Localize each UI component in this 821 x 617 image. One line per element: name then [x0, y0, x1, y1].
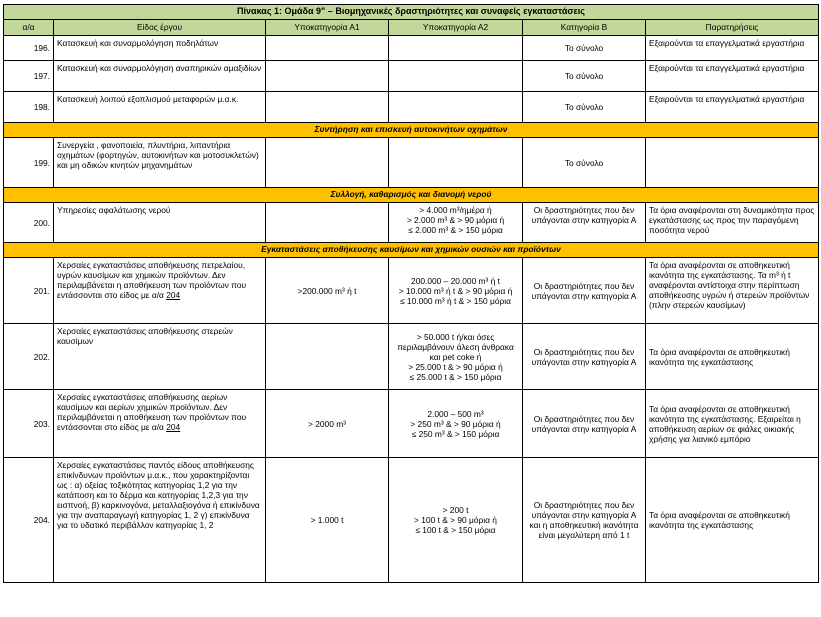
- a2-cell: [389, 258, 523, 324]
- a1-cell: > 2000 m³: [266, 390, 389, 458]
- a2-line: > 200 t: [442, 505, 469, 515]
- a2-cell: [389, 36, 523, 61]
- table-row: [4, 138, 819, 188]
- project-type-text: Χερσαίες εγκαταστάσεις αποθήκευσης αερίων καυσίμων και αερίων χημικών προϊόντων. Δεν περιλαμβάνεται η αποθήκευση των προϊόντων που εντάσσονται στο είδος με α/α: [57, 392, 247, 432]
- reference-link[interactable]: 204: [166, 422, 181, 432]
- a2-line: > 2.000 m³ & > 90 μόρια ή: [406, 215, 505, 225]
- section-title-water: Συλλογή, καθαρισμός και διανομή νερού: [4, 188, 819, 203]
- category-b-cell: Το σύνολο: [523, 138, 646, 188]
- notes-cell: Εξαιρούνται τα επαγγελματικά εργαστήρια: [646, 92, 819, 123]
- a2-cell: [389, 61, 523, 92]
- notes-cell: Τα όρια αναφέρονται σε αποθηκευτική ικανότητα της εγκατάστασης. Εξαιρείται η αποθήκευση αερίων σε φιάλες οικιακής χρήσης για λιανικό εμπόριο: [646, 390, 819, 458]
- table-row: [4, 390, 819, 458]
- a2-line: > 100 t & > 90 μόρια ή: [414, 515, 497, 525]
- a1-cell: >200.000 m³ ή t: [266, 258, 389, 324]
- row-number: 196.: [4, 36, 54, 61]
- notes-cell: Εξαιρούνται τα επαγγελματικά εργαστήρια: [646, 36, 819, 61]
- a2-cell: [389, 324, 523, 390]
- project-type-cell: Συνεργεία , φανοποιεία, πλυντήρια, λιπαντήρια οχημάτων (φορτηγών, αυτοκινήτων και μοτοσυκλετών) και μη οδικών κινητών μηχανημάτων: [54, 138, 266, 188]
- a2-line: > 25.000 t & > 90 μόρια ή: [408, 361, 503, 372]
- table-row: [4, 458, 819, 583]
- section-row: [4, 188, 819, 203]
- category-b-cell: Οι δραστηριότητες που δεν υπάγονται στην κατηγορία Α και η αποθηκευτική ικανότητα είναι μεγαλύτερη από 1 t: [523, 458, 646, 583]
- project-type-cell: Κατασκευή και συναρμολόγηση αναπηρικών αμαξιδίων: [54, 61, 266, 92]
- category-b-cell: Το σύνολο: [523, 61, 646, 92]
- header-project-type: Είδος έργου: [54, 20, 266, 36]
- project-type-text: Χερσαίες εγκαταστάσεις αποθήκευσης πετρελαίου, υγρών καυσίμων και χημικών προϊόντων. Δεν περιλαμβάνεται η αποθήκευση των προϊόντων που εντάσσονται στο είδος με α/α: [57, 260, 247, 300]
- project-type-cell: Κατασκευή λοιπού εξοπλισμού μεταφορών μ.α.κ.: [54, 92, 266, 123]
- a2-cell: [389, 138, 523, 188]
- project-type-cell: Χερσαίες εγκαταστάσεις αποθήκευσης στερεών καυσίμων: [54, 324, 266, 390]
- table-title-row: [4, 5, 819, 20]
- section-row: [4, 123, 819, 138]
- section-title-fuel-storage: Εγκαταστάσεις αποθήκευσης καυσίμων και χημικών ουσιών και προϊόντων: [4, 243, 819, 258]
- a2-line: ≤ 250 m³ & > 150 μόρια: [411, 428, 500, 439]
- table-title: Πίνακας 1: Ομάδα 9" – Βιομηχανικές δραστηριότητες και συναφείς εγκαταστάσεις: [4, 5, 819, 20]
- a1-cell: [266, 36, 389, 61]
- project-type-cell: Χερσαίες εγκαταστάσεις παντός είδους αποθήκευσης επικίνδυνων προϊόντων μ.α.κ., που χαρακτηρίζονται ως : α) οξείας τοξικότητας κατηγορίας 1,2 για την κατάποση και το δέρμα και κατηγορίας 1,2,3 για την εισπνοή, β) καρκινογόνα, μεταλλαξιογόνα ή επικίνδυνα για την αναπαραγωγή κατηγορίας 1, 2 γ) επικίνδυνα για το υδατικό περιβάλλον κατηγορίας 1, 2: [54, 458, 266, 583]
- row-number: 204.: [4, 458, 54, 583]
- a1-cell: [266, 203, 389, 243]
- row-number: 203.: [4, 390, 54, 458]
- a1-cell: [266, 138, 389, 188]
- table-row: [4, 203, 819, 243]
- header-notes: Παρατηρήσεις: [646, 20, 819, 36]
- a2-line: 2.000 – 500 m³: [427, 408, 484, 419]
- a2-line: ≤ 10.000 m³ ή t & > 150 μόρια: [400, 295, 511, 306]
- project-type-cell: [54, 258, 266, 324]
- table-row: [4, 61, 819, 92]
- row-number: 197.: [4, 61, 54, 92]
- notes-cell: Τα όρια αναφέρονται σε αποθηκευτική ικανότητα της εγκατάστασης: [646, 458, 819, 583]
- a2-line: ≤ 100 t & > 150 μόρια: [415, 525, 496, 535]
- table-row: [4, 258, 819, 324]
- notes-cell: Εξαιρούνται τα επαγγελματικά εργαστήρια: [646, 61, 819, 92]
- a1-cell: > 1.000 t: [266, 458, 389, 583]
- a1-cell: [266, 61, 389, 92]
- header-category-b: Κατηγορία Β: [523, 20, 646, 36]
- a2-line: ≤ 2.000 m³ & > 150 μόρια: [408, 225, 503, 235]
- a2-line: > 50.000 t ή/και όσες περιλαμβάνουν άλεση άνθρακα και pet coke ή: [397, 331, 514, 362]
- row-number: 198.: [4, 92, 54, 123]
- reference-link[interactable]: 204: [166, 290, 181, 300]
- project-type-cell: Κατασκευή και συναρμολόγηση ποδηλάτων: [54, 36, 266, 61]
- table-row: [4, 324, 819, 390]
- a2-line: ≤ 25.000 t & > 150 μόρια: [409, 371, 502, 382]
- category-b-cell: Το σύνολο: [523, 92, 646, 123]
- a2-cell: [389, 458, 523, 583]
- notes-cell: Τα όρια αναφέρονται σε αποθηκευτική ικανότητα της εγκατάστασης: [646, 324, 819, 390]
- a2-line: > 10.000 m³ ή t & > 90 μόρια ή: [398, 285, 513, 296]
- project-type-cell: Υπηρεσίες αφαλάτωσης νερού: [54, 203, 266, 243]
- a1-cell: [266, 324, 389, 390]
- category-b-cell: Οι δραστηριότητες που δεν υπάγονται στην κατηγορία Α: [523, 258, 646, 324]
- category-b-cell: Οι δραστηριότητες που δεν υπάγονται στην κατηγορία Α: [523, 324, 646, 390]
- section-title-vehicle-repair: Συντήρηση και επισκευή αυτοκινήτων οχημάτων: [4, 123, 819, 138]
- section-row: [4, 243, 819, 258]
- category-b-cell: Οι δραστηριότητες που δεν υπάγονται στην κατηγορία Α: [523, 390, 646, 458]
- row-number: 200.: [4, 203, 54, 243]
- table-row: [4, 36, 819, 61]
- a2-cell: [389, 390, 523, 458]
- activities-table: [3, 4, 819, 583]
- a2-cell: [389, 92, 523, 123]
- a2-line: 200.000 – 20.000 m³ ή t: [411, 275, 500, 286]
- row-number: 199.: [4, 138, 54, 188]
- header-subcategory-a2: Υποκατηγορία Α2: [389, 20, 523, 36]
- table-row: [4, 92, 819, 123]
- a2-line: > 250 m³ & > 90 μόρια ή: [410, 418, 501, 429]
- row-number: 201.: [4, 258, 54, 324]
- notes-cell: Τα όρια αναφέρονται σε αποθηκευτική ικανότητα της εγκατάστασης. Τα m³ ή t αναφέρονται αντίστοιχα στην περίπτωση αποθήκευσης υγρών ή στερεών προϊόντων (πλην στερεών καυσίμων): [646, 258, 819, 324]
- project-type-cell: [54, 390, 266, 458]
- category-b-cell: Το σύνολο: [523, 36, 646, 61]
- header-subcategory-a1: Υποκατηγορία Α1: [266, 20, 389, 36]
- a1-cell: [266, 92, 389, 123]
- table-header-row: [4, 20, 819, 36]
- a2-line: > 4.000 m³/ημέρα ή: [419, 205, 492, 215]
- row-number: 202.: [4, 324, 54, 390]
- a2-cell: [389, 203, 523, 243]
- header-aa: α/α: [4, 20, 54, 36]
- notes-cell: [646, 138, 819, 188]
- category-b-cell: Οι δραστηριότητες που δεν υπάγονται στην κατηγορία Α: [523, 203, 646, 243]
- notes-cell: Τα όρια αναφέρονται στη δυναμικότητα προς εγκατάστασης ως προς την παραγόμενη ποσότητα νερού: [646, 203, 819, 243]
